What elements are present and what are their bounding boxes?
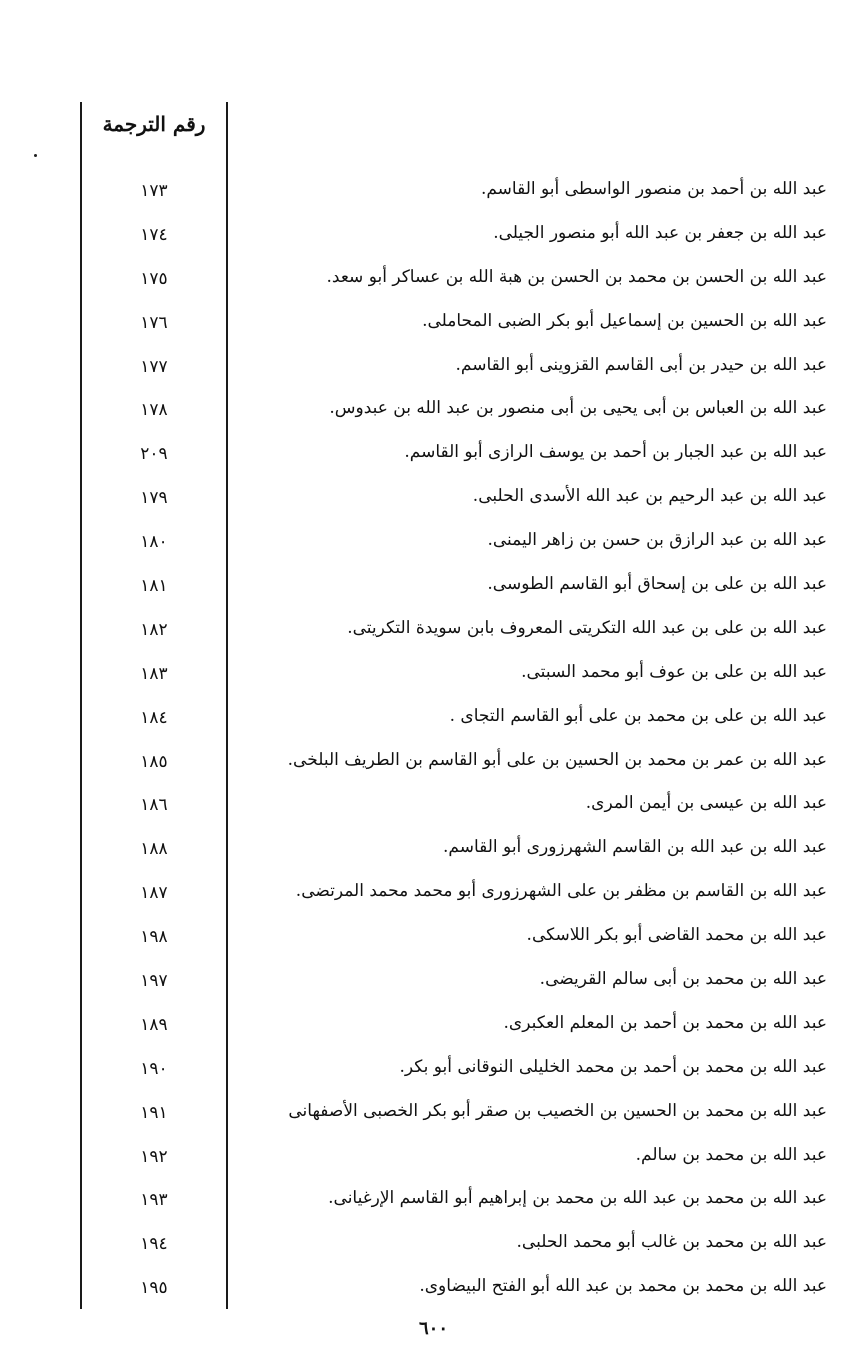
entry-number: ٢٠٩ [140,444,168,465]
entry-name: عبد الله بن محمد بن عبد الله بن محمد بن إبراهيم أبو القاسم الإرغيانى. [328,1188,827,1209]
number-column-header: رقم الترجمة [102,112,206,136]
index-entry [0,916,867,960]
entry-number: ١٨٩ [140,1014,168,1035]
index-entry [0,389,867,433]
index-entry [0,477,867,521]
entry-name: عبد الله بن القاسم بن مظفر بن على الشهرزورى أبو محمد محمد المرتضى. [295,881,827,902]
index-entry [0,960,867,1004]
speck-mark [34,154,37,157]
entry-name: عبد الله بن على بن عوف أبو محمد السبتى. [521,661,827,682]
index-entry [0,784,867,828]
entry-name: عبد الله بن عيسى بن أيمن المرى. [585,793,827,814]
entry-number: ١٩٢ [140,1146,168,1167]
index-entry [0,433,867,477]
index-entry [0,1092,867,1136]
entry-number: ١٩٣ [140,1190,168,1211]
index-entry [0,521,867,565]
entry-number: ١٧٦ [140,312,168,333]
entry-number: ١٧٧ [140,356,168,377]
index-entry [0,170,867,214]
entry-number: ١٨٢ [140,619,168,640]
entry-name: عبد الله بن محمد بن أحمد بن محمد الخليلى النوقانى أبو بكر. [399,1056,827,1077]
entry-number: ١٨٨ [140,839,168,860]
entry-name: عبد الله بن العباس بن أبى يحيى بن أبى منصور بن عبد الله بن عبدوس. [329,398,827,419]
entry-name: عبد الله بن حيدر بن أبى القاسم القزوينى أبو القاسم. [455,354,827,375]
index-entry [0,653,867,697]
index-entry [0,565,867,609]
entry-number: ١٧٨ [140,400,168,421]
entry-number: ١٩٥ [140,1278,168,1299]
entry-name: عبد الله بن محمد بن الحسين بن الخصيب بن صقر أبو بكر الخصبى الأصفهانى [288,1100,827,1121]
entry-number: ١٨٧ [140,883,168,904]
index-entry [0,1267,867,1311]
entry-name: عبد الله بن عبد الرازق بن حسن بن زاهر اليمنى. [487,530,827,551]
entry-number: ١٨٦ [140,795,168,816]
index-entry [0,872,867,916]
index-entry [0,302,867,346]
index-entry [0,609,867,653]
entry-number: ١٧٥ [140,268,168,289]
entry-number: ١٩٤ [140,1234,168,1255]
index-entry [0,828,867,872]
index-list [0,170,867,1311]
entry-number: ١٧٤ [140,224,168,245]
index-entry [0,214,867,258]
entry-number: ١٨٣ [140,663,168,684]
entry-name: عبد الله بن الحسن بن محمد بن الحسن بن هبة الله بن عساكر أبو سعد. [326,266,827,287]
index-entry [0,697,867,741]
index-entry [0,1223,867,1267]
entry-number: ١٨٤ [140,707,168,728]
entry-number: ١٩١ [140,1102,168,1123]
entry-name: عبد الله بن الحسين بن إسماعيل أبو بكر الضبى المحاملى. [422,310,827,331]
entry-name: عبد الله بن على بن محمد بن على أبو القاسم التجاى . [449,705,827,726]
entry-number: ١٨٠ [140,532,168,553]
entry-name: عبد الله بن محمد بن أحمد بن المعلم العكبرى. [503,1012,827,1033]
index-entry [0,1048,867,1092]
index-entry [0,1004,867,1048]
entry-name: عبد الله بن محمد بن سالم. [635,1144,827,1165]
entry-name: عبد الله بن جعفر بن عبد الله أبو منصور الجيلى. [493,222,827,243]
entry-name: عبد الله بن عمر بن محمد بن الحسين بن على أبو القاسم بن الطريف البلخى. [287,749,827,770]
entry-number: ١٧٣ [140,181,168,201]
entry-number: ١٨١ [140,576,168,597]
entry-name: عبد الله بن محمد القاضى أبو بكر اللاسكى. [526,925,827,946]
entry-number: ١٨٥ [140,751,168,772]
entry-name: عبد الله بن محمد بن محمد بن عبد الله أبو الفتح البيضاوى. [419,1276,827,1297]
index-entry [0,346,867,390]
entry-name: عبد الله بن على بن إسحاق أبو القاسم الطوسى. [487,574,827,595]
index-entry [0,1179,867,1223]
page-number: ٦٠٠ [418,1318,448,1339]
entry-number: ١٩٧ [140,971,168,992]
entry-name: عبد الله بن أحمد بن منصور الواسطى أبو القاسم. [480,179,827,199]
index-entry [0,1136,867,1180]
entry-name: عبد الله بن عبد الجبار بن أحمد بن يوسف الرازى أبو القاسم. [404,442,827,463]
entry-name: عبد الله بن عبد الرحيم بن عبد الله الأسدى الحلبى. [472,486,827,507]
entry-number: ١٩٨ [140,927,168,948]
index-entry [0,258,867,302]
index-entry [0,741,867,785]
entry-number: ١٧٩ [140,488,168,509]
entry-name: عبد الله بن محمد بن غالب أبو محمد الحلبى. [516,1232,827,1253]
entry-name: عبد الله بن عبد الله بن القاسم الشهرزورى أبو القاسم. [442,837,827,858]
entry-number: ١٩٠ [140,1058,168,1079]
entry-name: عبد الله بن محمد بن أبى سالم القريضى. [539,969,827,990]
entry-name: عبد الله بن على بن عبد الله التكريتى المعروف بابن سويدة التكريتى. [347,617,827,638]
